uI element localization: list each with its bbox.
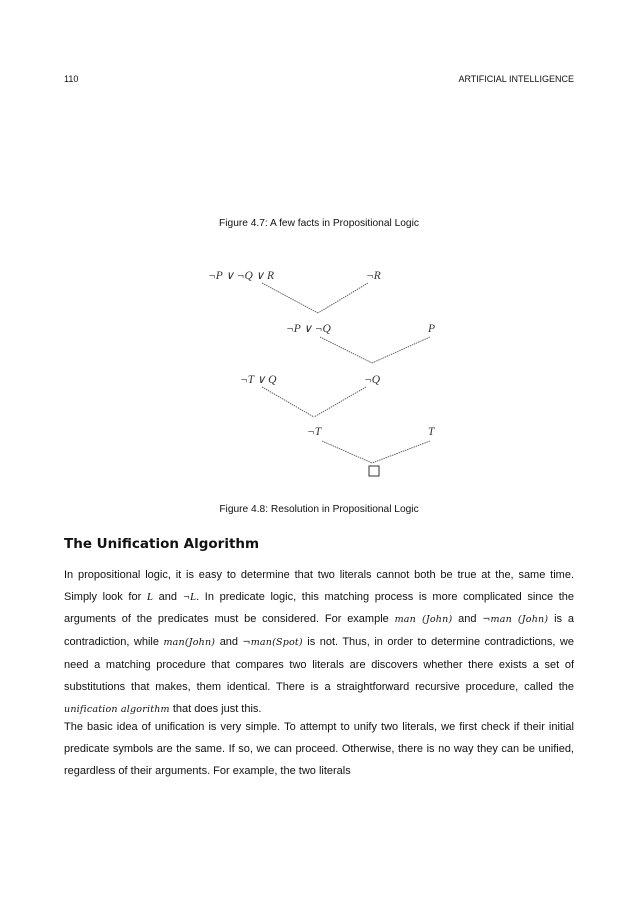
p1-text: and [215,636,243,648]
edge-n4-n6 [372,337,430,363]
literal-not-l: ¬L [182,591,197,603]
edge-n1-n3 [262,283,318,313]
node-n5: ¬T ∨ Q [240,374,277,386]
edge-n8-empty [372,441,430,463]
node-n3: ¬P ∨ ¬Q [286,323,331,335]
running-title: ARTIFICIAL INTELLIGENCE [458,74,574,84]
node-n6: ¬Q [364,374,381,386]
example-not-man-john: ¬man (John) [482,614,549,625]
figure-4-8-caption: Figure 4.8: Resolution in Propositional Logic [219,504,419,515]
example-man-john-2: man(John) [163,637,216,648]
node-n7: ¬T [307,426,322,438]
p2-text: The basic idea of unification is very simple. To attempt to unify two literals, we first check if their initial predicate symbols are the same. If so, we can proceed. Otherwise, there is no way they can be unified, regardless of their arguments. For example, the two literals [64,721,574,777]
node-n2: ¬R [366,270,381,282]
p1-text: is not. Thus, in order to determine contradictions, we need a matching procedure that compares two literals are discovers whether there exists a set of substitutions that makes, them identical. There is a straightforward recursive procedure, called the [64,636,574,693]
p1-text: is a contradiction, while [64,613,574,648]
p1-text: In propositional logic, it is easy to determine that two literals cannot both be true at the, same time. Simply look for [64,569,574,603]
example-not-man-spot: ¬man(Spot) [242,637,303,648]
term-unification-algorithm: unification algorithm [64,704,170,715]
edge-n7-empty [322,441,372,463]
p1-text: and [452,613,483,625]
edge-n5-n7 [262,387,314,417]
edge-n6-n7 [314,387,366,417]
node-n4: P [428,323,436,335]
resolution-tree-diagram [0,255,638,485]
figure-4-7-caption: Figure 4.7: A few facts in Propositional Logic [219,218,419,229]
section-title: The Unification Algorithm [64,536,260,552]
paragraph-2 [64,716,574,782]
page-number: 110 [64,74,79,84]
paragraph-1 [64,564,574,721]
node-n1: ¬P ∨ ¬Q ∨ R [208,270,275,282]
edge-n2-n3 [318,283,368,313]
example-man-john: man (John) [394,614,453,625]
empty-clause-box [369,466,379,476]
literal-l: L [146,591,153,603]
p1-text: that does just this. [169,703,262,715]
p1-text: . In predicate logic, this matching process is more complicated since the arguments of the predicates must be considered. For example [64,591,575,625]
node-n8: T [428,426,435,438]
p1-text: and [153,591,183,603]
edge-n3-n6 [320,337,372,363]
